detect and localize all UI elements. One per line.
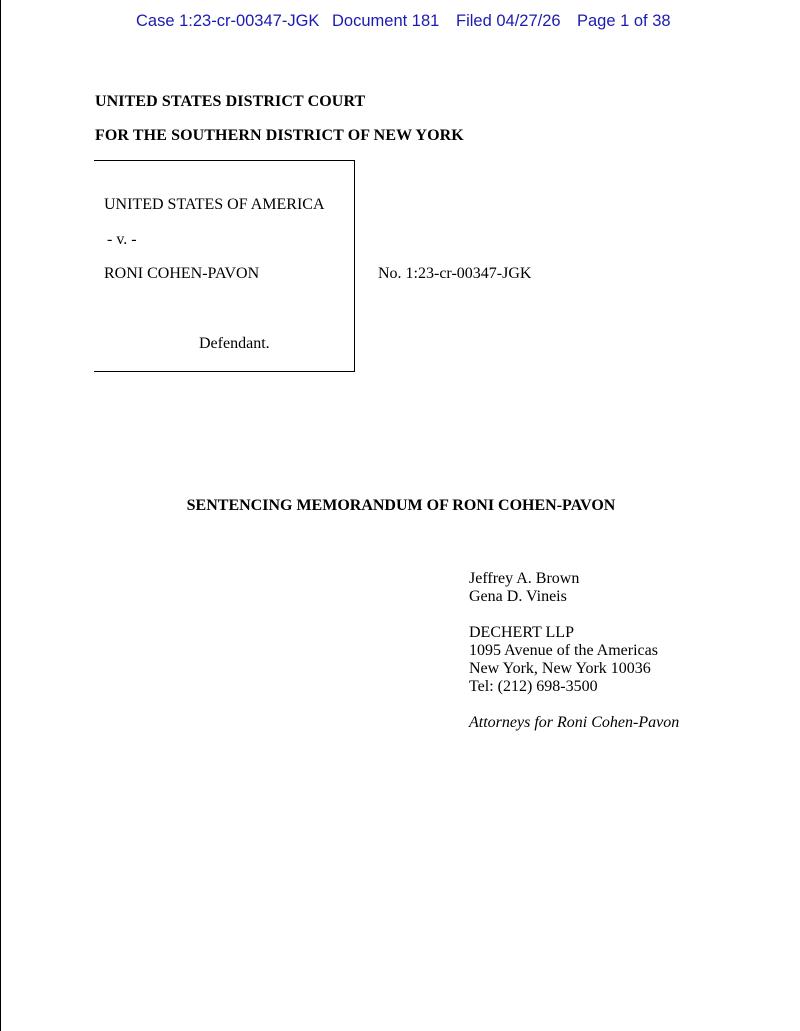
court-name: UNITED STATES DISTRICT COURT bbox=[95, 93, 366, 110]
page-border bbox=[0, 0, 1, 1031]
court-district: FOR THE SOUTHERN DISTRICT OF NEW YORK bbox=[95, 127, 464, 144]
ecf-filed-date: Filed 04/27/26 bbox=[456, 12, 561, 30]
firm-phone: Tel: (212) 698-3500 bbox=[469, 678, 598, 695]
ecf-case-number: Case 1:23-cr-00347-JGK bbox=[136, 12, 320, 30]
ecf-document-number: Document 181 bbox=[332, 12, 440, 30]
attorney-name: Gena D. Vineis bbox=[469, 588, 567, 605]
counsel-firm-block bbox=[469, 624, 658, 696]
firm-address-line-1: 1095 Avenue of the Americas bbox=[469, 642, 658, 659]
caption-defendant: RONI COHEN-PAVON bbox=[104, 265, 260, 282]
ecf-page-count: Page 1 of 38 bbox=[577, 12, 671, 30]
caption-versus: - v. - bbox=[107, 231, 137, 248]
counsel-attorneys bbox=[469, 570, 579, 606]
caption-case-number: No. 1:23-cr-00347-JGK bbox=[378, 265, 532, 282]
counsel-role: Attorneys for Roni Cohen-Pavon bbox=[469, 714, 680, 731]
firm-address-line-2: New York, New York 10036 bbox=[469, 660, 651, 677]
firm-name: DECHERT LLP bbox=[469, 624, 574, 641]
caption-plaintiff: UNITED STATES OF AMERICA bbox=[104, 196, 325, 213]
attorney-name: Jeffrey A. Brown bbox=[469, 570, 580, 587]
document-title: SENTENCING MEMORANDUM OF RONI COHEN-PAVON bbox=[186, 497, 616, 514]
caption-defendant-role: Defendant. bbox=[199, 335, 270, 352]
